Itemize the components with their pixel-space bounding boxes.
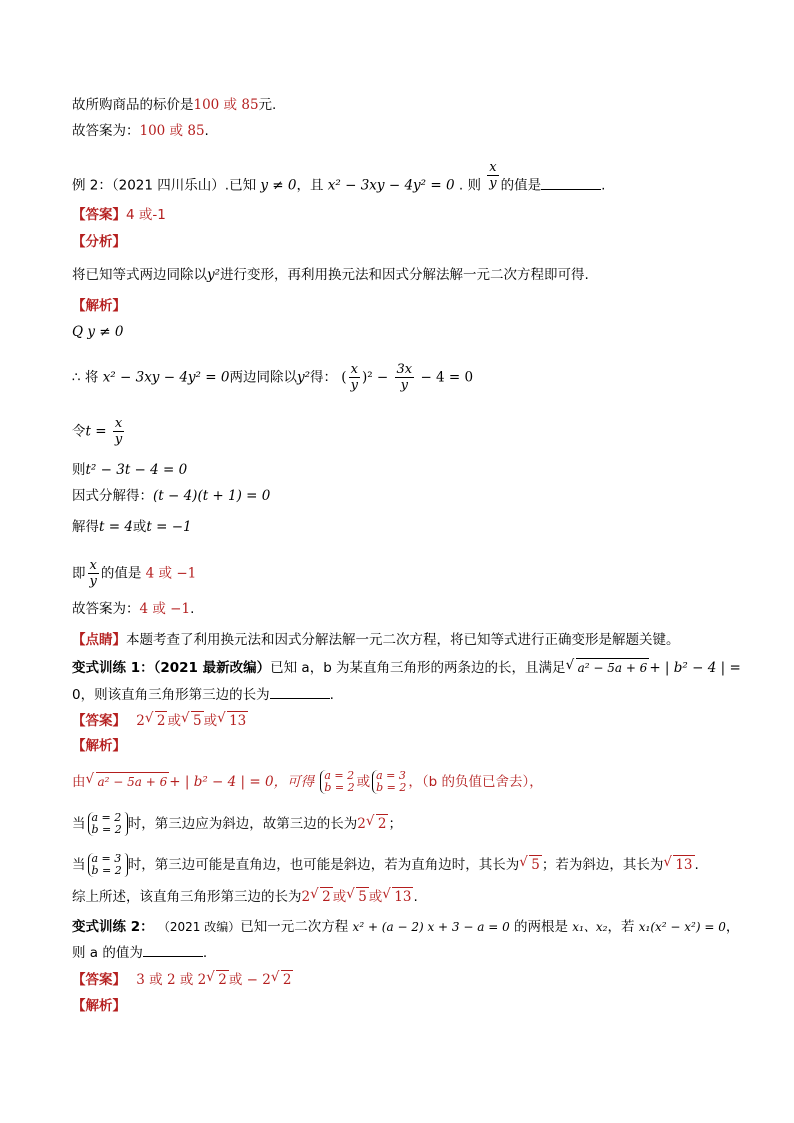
text: . [413, 889, 418, 905]
equation-system-1: a = 2 b = 2 [320, 770, 354, 794]
text: 已知 a，b 为某直角三角形的两条边的长，且满足 [270, 660, 566, 676]
text: . [202, 945, 208, 961]
text: 的值是 [100, 565, 142, 582]
text: 或 [356, 774, 371, 790]
variant-1-conclusion [72, 887, 418, 906]
text: ，若 [607, 919, 635, 935]
fraction-3x-over-y: $\frac{3x}{y}$ [396, 362, 413, 393]
solve-tag-row [72, 297, 126, 315]
answer-value: 4 或 −1 [139, 601, 191, 617]
answer-blank [270, 686, 330, 699]
text: . [204, 123, 209, 139]
solve-step-1 [72, 323, 123, 341]
answer-blank [541, 177, 601, 190]
example-label: 例 2：（2021 四川乐山）.已知 [72, 177, 257, 194]
text: 得： [310, 369, 337, 386]
text: 的值是 [500, 177, 542, 194]
text: 时，第三边可能是直角边，也可能是斜边，若为直角边时，其长为 [127, 857, 520, 873]
math-y-squared: y² [296, 369, 310, 386]
text: 元. [258, 97, 277, 113]
text: 或 [167, 713, 181, 729]
text: ； [388, 816, 402, 832]
answer-value: 或 − 2 [228, 972, 271, 988]
answer-tag: 【答案】 [72, 972, 126, 988]
sqrt-2: √ 2 [206, 970, 229, 989]
text: ，且 [296, 177, 324, 194]
answer-value: 2 [357, 816, 366, 832]
math-condition: y ≠ 0 [260, 177, 297, 194]
solve-step-8 [72, 600, 194, 618]
sqrt-2: √ 2 [271, 970, 294, 989]
math-equation: t = 4 [99, 519, 133, 535]
text: ，（b 的负值已舍去）， [408, 774, 543, 790]
text: 因式分解得： [72, 488, 153, 504]
math-y-squared: y² [207, 267, 221, 283]
analysis-tag: 【分析】 [72, 234, 126, 250]
text: 则 a 的值为 [72, 945, 143, 961]
text: 解得 [72, 519, 99, 535]
math-equation: + | b² − 4 | = 0，可得 [169, 774, 315, 790]
sqrt-13: √ 13 [217, 711, 248, 730]
text: 或 [332, 889, 347, 905]
sqrt-5: √ 5 [346, 887, 369, 906]
text: 的两根是 [514, 919, 568, 935]
sqrt-expression: √ a² − 5a + 6 [86, 772, 170, 791]
answer-line-1 [72, 122, 209, 140]
text: ∴ 将 [72, 369, 99, 386]
math-abs: + | b² − 4 | = [649, 660, 741, 676]
sqrt-2: √ 2 [145, 711, 168, 730]
solve-step-2: ∴ 将 x² − 3xy − 4y² = 0两边同除以y²得： ( $\frac{x}{y}$ )² − $\frac{3x}{y}$ − 4 = 0 [72, 362, 474, 393]
solve-step-4 [72, 461, 187, 479]
text: 当 [72, 857, 86, 873]
variant-2-answer [72, 970, 293, 989]
key-point-text: 本题考查了利用换元法和因式分解法解一元二次方程，将已知等式进行正确变形是解题关键。 [126, 632, 680, 648]
variant-source: （2021 最新改编） [153, 660, 271, 676]
solve-step-6 [72, 518, 192, 536]
answer-value: 100 或 85 [193, 97, 259, 113]
solve-tag: 【解析】 [72, 998, 126, 1014]
variant-1-solve-tag-row [72, 737, 126, 755]
text: . 则 [458, 177, 481, 194]
variant-2-problem [72, 918, 739, 936]
solve-step-3 [72, 416, 126, 447]
answer-value: 2 [301, 889, 311, 905]
answer-blank [143, 944, 203, 957]
answer-row [72, 206, 166, 224]
sqrt-5: √ 5 [519, 855, 542, 874]
text: . [694, 857, 699, 873]
answer-value: 4 或 −1 [145, 565, 197, 582]
analysis-tag-row [72, 233, 126, 251]
math-step: Q y ≠ 0 [72, 324, 124, 340]
text: ；若为斜边，其长为 [541, 857, 664, 873]
text: 令 [72, 423, 86, 440]
solve-tag: 【解析】 [72, 298, 126, 314]
text: 时，第三边应为斜边，故第三边的长为 [127, 816, 358, 832]
equation-system-2: a = 3 b = 2 [372, 770, 406, 794]
math-tail: − 4 = 0 [420, 369, 474, 386]
variant-1-problem [72, 658, 741, 677]
fraction-x-over-y: $\frac{x}{y}$ [89, 558, 97, 589]
math-condition: x₁(x² − x²) = 0 [638, 920, 726, 934]
text: 或 [368, 889, 383, 905]
solve-step-7 [72, 558, 196, 589]
math-equation: x² − 3xy − 4y² = 0 [327, 177, 455, 194]
variant-tag: 变式训练 1： [72, 660, 154, 676]
math-t-equals: t = [85, 423, 107, 440]
text: . [329, 687, 334, 703]
text: 由 [72, 774, 86, 790]
text: 将已知等式两边同除以 [72, 267, 207, 283]
sqrt-2: √ 2 [366, 814, 389, 833]
math-equation: t² − 3t − 4 = 0 [85, 462, 188, 478]
answer-value: 100 或 85 [139, 123, 205, 139]
conclusion-line-1 [72, 96, 276, 114]
math-equation: x² + (a − 2) x + 3 − a = 0 [352, 920, 510, 934]
variant-tag: 变式训练 2： [72, 919, 154, 935]
key-point-tag: 【点睛】 [72, 632, 126, 648]
sqrt-5: √ 5 [181, 711, 204, 730]
text: 或 [203, 713, 218, 729]
fraction-x-over-y: $\frac{x}{y}$ [114, 416, 123, 447]
text: 即 [72, 565, 86, 582]
sqrt-13: √ 13 [663, 855, 694, 874]
text: . [601, 177, 606, 194]
answer-value: 3 或 2 或 2 [136, 972, 207, 988]
variant-source: （2021 改编） [157, 920, 241, 934]
variant-1-solve-step-1 [72, 770, 543, 794]
fraction-x-over-y: $\frac{x}{y}$ [489, 160, 497, 191]
text: 则 [72, 462, 86, 478]
variant-1-solve-step-3 [72, 853, 699, 877]
variant-2-solve-tag-row [72, 997, 126, 1015]
text: 已知一元二次方程 [240, 919, 349, 935]
math-equation: t = −1 [146, 519, 192, 535]
key-point-row [72, 631, 680, 649]
equation-system: a = 2 b = 2 [88, 812, 122, 836]
fraction-x-over-y: $\frac{x}{y}$ [350, 362, 358, 393]
answer-tag: 【答案】 [72, 207, 126, 223]
sqrt-13: √ 13 [382, 887, 413, 906]
text: 两边同除以 [229, 369, 297, 386]
math-roots: x₁、x₂ [572, 920, 608, 934]
answer-tag: 【答案】 [72, 713, 126, 729]
text: 故所购商品的标价是 [72, 97, 194, 113]
variant-1-problem-cont [72, 686, 334, 704]
text: 进行变形，再利用换元法和因式分解法解一元二次方程即可得. [220, 267, 589, 283]
math-equation: x² − 3xy − 4y² = 0 [102, 369, 230, 386]
text: 当 [72, 816, 86, 832]
equation-system: a = 3 b = 2 [88, 853, 122, 877]
answer-value: 4 或-1 [126, 207, 166, 223]
answer-value: 2 [136, 713, 145, 729]
sqrt-2: √ 2 [310, 887, 333, 906]
analysis-text [72, 266, 589, 284]
variant-1-solve-step-2 [72, 812, 402, 836]
sqrt-expression: √ a² − 5a + 6 [566, 658, 650, 677]
text: 0，则该直角三角形第三边的长为 [72, 687, 270, 703]
variant-2-problem-cont [72, 944, 207, 962]
solve-step-5 [72, 487, 270, 505]
text: . [190, 601, 195, 617]
math-equation: (t − 4)(t + 1) = 0 [153, 488, 271, 504]
variant-1-answer [72, 711, 248, 730]
example-2-problem [72, 160, 606, 201]
text: 或 [132, 519, 147, 535]
text: 综上所述，该直角三角形第三边的长为 [72, 889, 302, 905]
solve-tag: 【解析】 [72, 738, 126, 754]
text: 故答案为： [72, 123, 140, 139]
text: ， [725, 919, 740, 935]
text: 故答案为： [72, 601, 140, 617]
